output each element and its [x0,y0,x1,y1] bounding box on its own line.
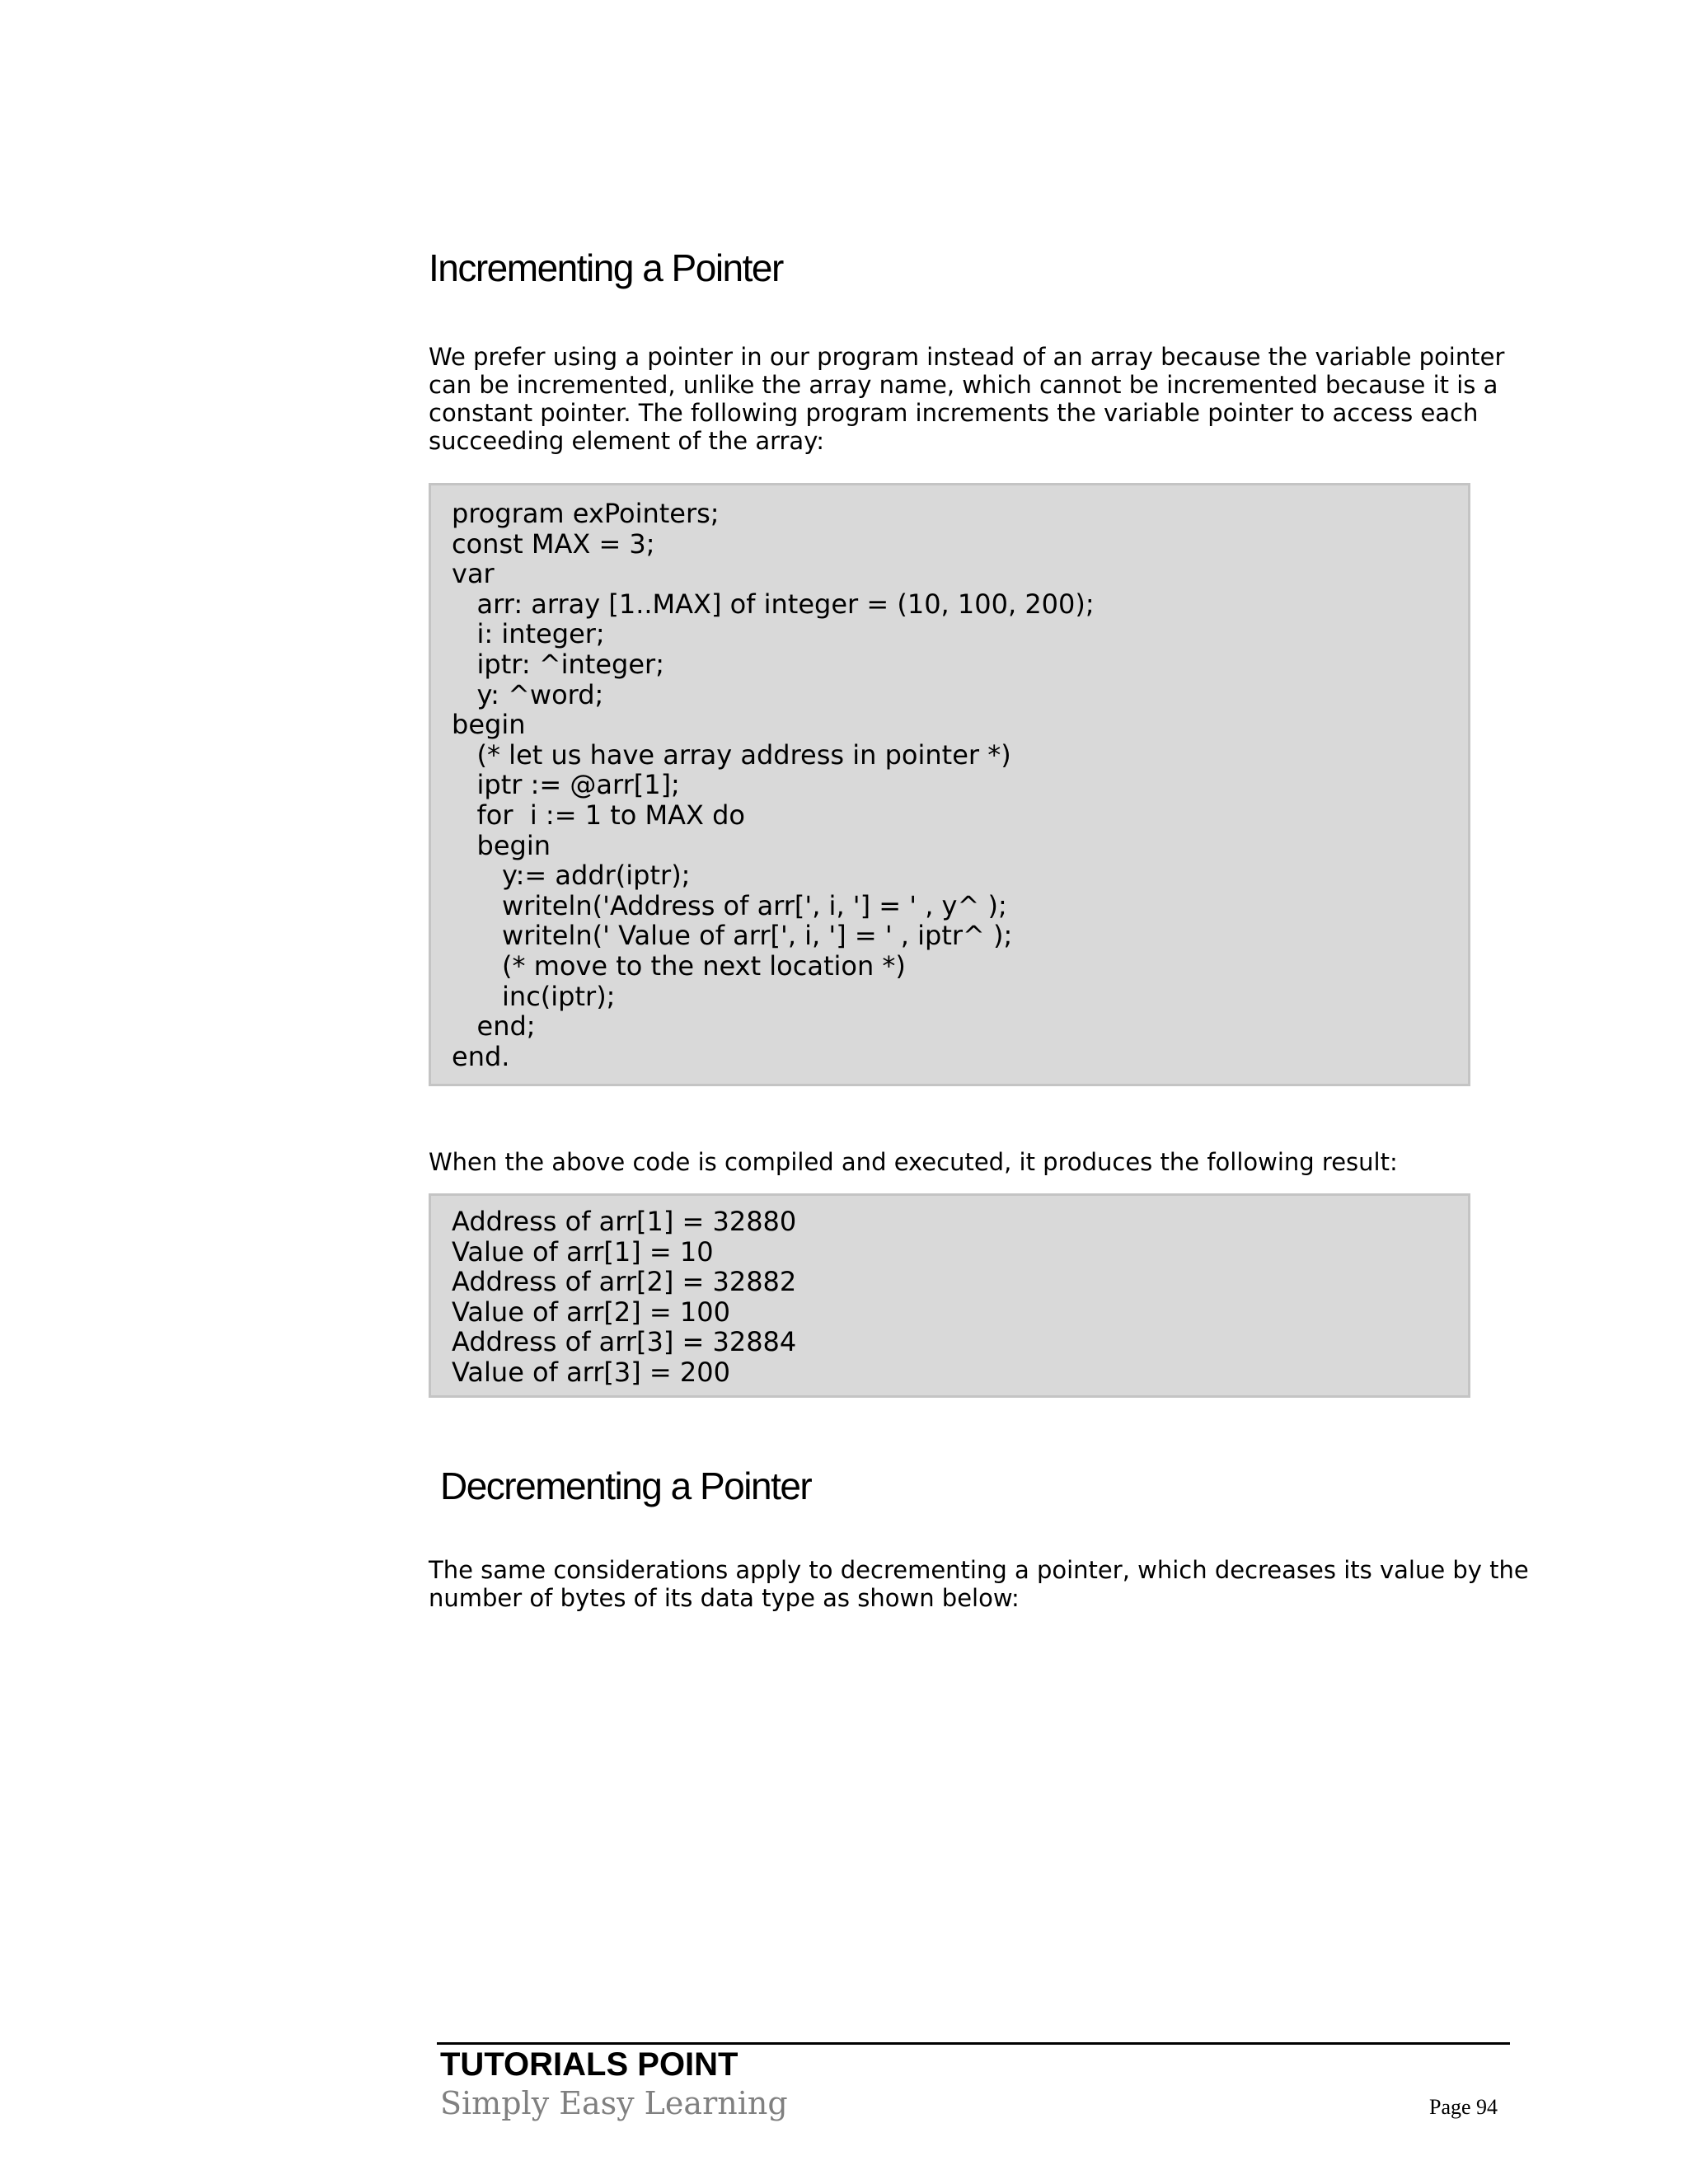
code-line: writeln(' Value of arr[', i, '] = ' , iptr^ ); [452,920,1013,952]
code-line: i: integer; [452,618,605,650]
code-line: iptr: ^integer; [452,648,664,680]
code-line: iptr := @arr[1]; [452,769,680,801]
page-number: Page 94 [1429,2095,1498,2119]
code-line: begin [452,709,526,741]
code-line: const MAX = 3; [452,527,655,560]
code-line: y: ^word; [452,678,604,710]
paragraph-line: We prefer using a pointer in our program instead of an array because the variable pointer [429,343,1505,371]
footer-brand: TUTORIALS POINT [440,2046,738,2083]
code-listing-box [429,483,1470,1086]
output-line: Address of arr[2] = 32882 [452,1266,797,1298]
output-line: Address of arr[1] = 32880 [452,1206,797,1237]
paragraph-line: succeeding element of the array: [429,427,825,455]
program-output-box [429,1193,1470,1398]
code-line: program exPointers; [452,498,720,529]
output-line: Value of arr[3] = 200 [452,1356,730,1388]
code-line: arr: array [1..MAX] of integer = (10, 100, 200); [452,588,1095,620]
output-line: Address of arr[3] = 32884 [452,1326,797,1358]
code-line: y:= addr(iptr); [452,860,691,892]
code-line: end; [452,1010,536,1043]
paragraph-line: can be incremented, unlike the array name, which cannot be incremented because it is a [429,371,1498,399]
paragraph-line: constant pointer. The following program increments the variable pointer to access each [429,399,1479,427]
code-line: (* move to the next location *) [452,949,906,982]
result-intro [429,1148,1398,1176]
decrement-paragraph [429,1556,1529,1612]
paragraph-line: number of bytes of its data type as shown below: [429,1584,1020,1612]
paragraph-line: When the above code is compiled and executed, it produces the following result: [429,1148,1398,1176]
code-line: (* let us have array address in pointer *) [452,738,1011,771]
code-line: for i := 1 to MAX do [452,799,745,831]
section-title-decrementing: Decrementing a Pointer [440,1465,812,1507]
section-title-incrementing: Incrementing a Pointer [429,246,783,289]
intro-paragraph [429,343,1504,455]
output-line: Value of arr[1] = 10 [452,1235,714,1268]
code-line: begin [452,829,551,861]
footer-divider [437,2042,1510,2045]
code-line: var [452,558,495,590]
footer-tagline: Simply Easy Learning [440,2085,788,2121]
code-line: inc(iptr); [452,980,616,1012]
code-line: end. [452,1040,510,1072]
output-line: Value of arr[2] = 100 [452,1296,730,1328]
program-output [452,1207,1468,1388]
code-listing [452,499,1468,1071]
paragraph-line: The same considerations apply to decrementing a pointer, which decreases its value by the [429,1556,1529,1584]
code-line: writeln('Address of arr[', i, '] = ' , y^ ); [452,889,1007,921]
